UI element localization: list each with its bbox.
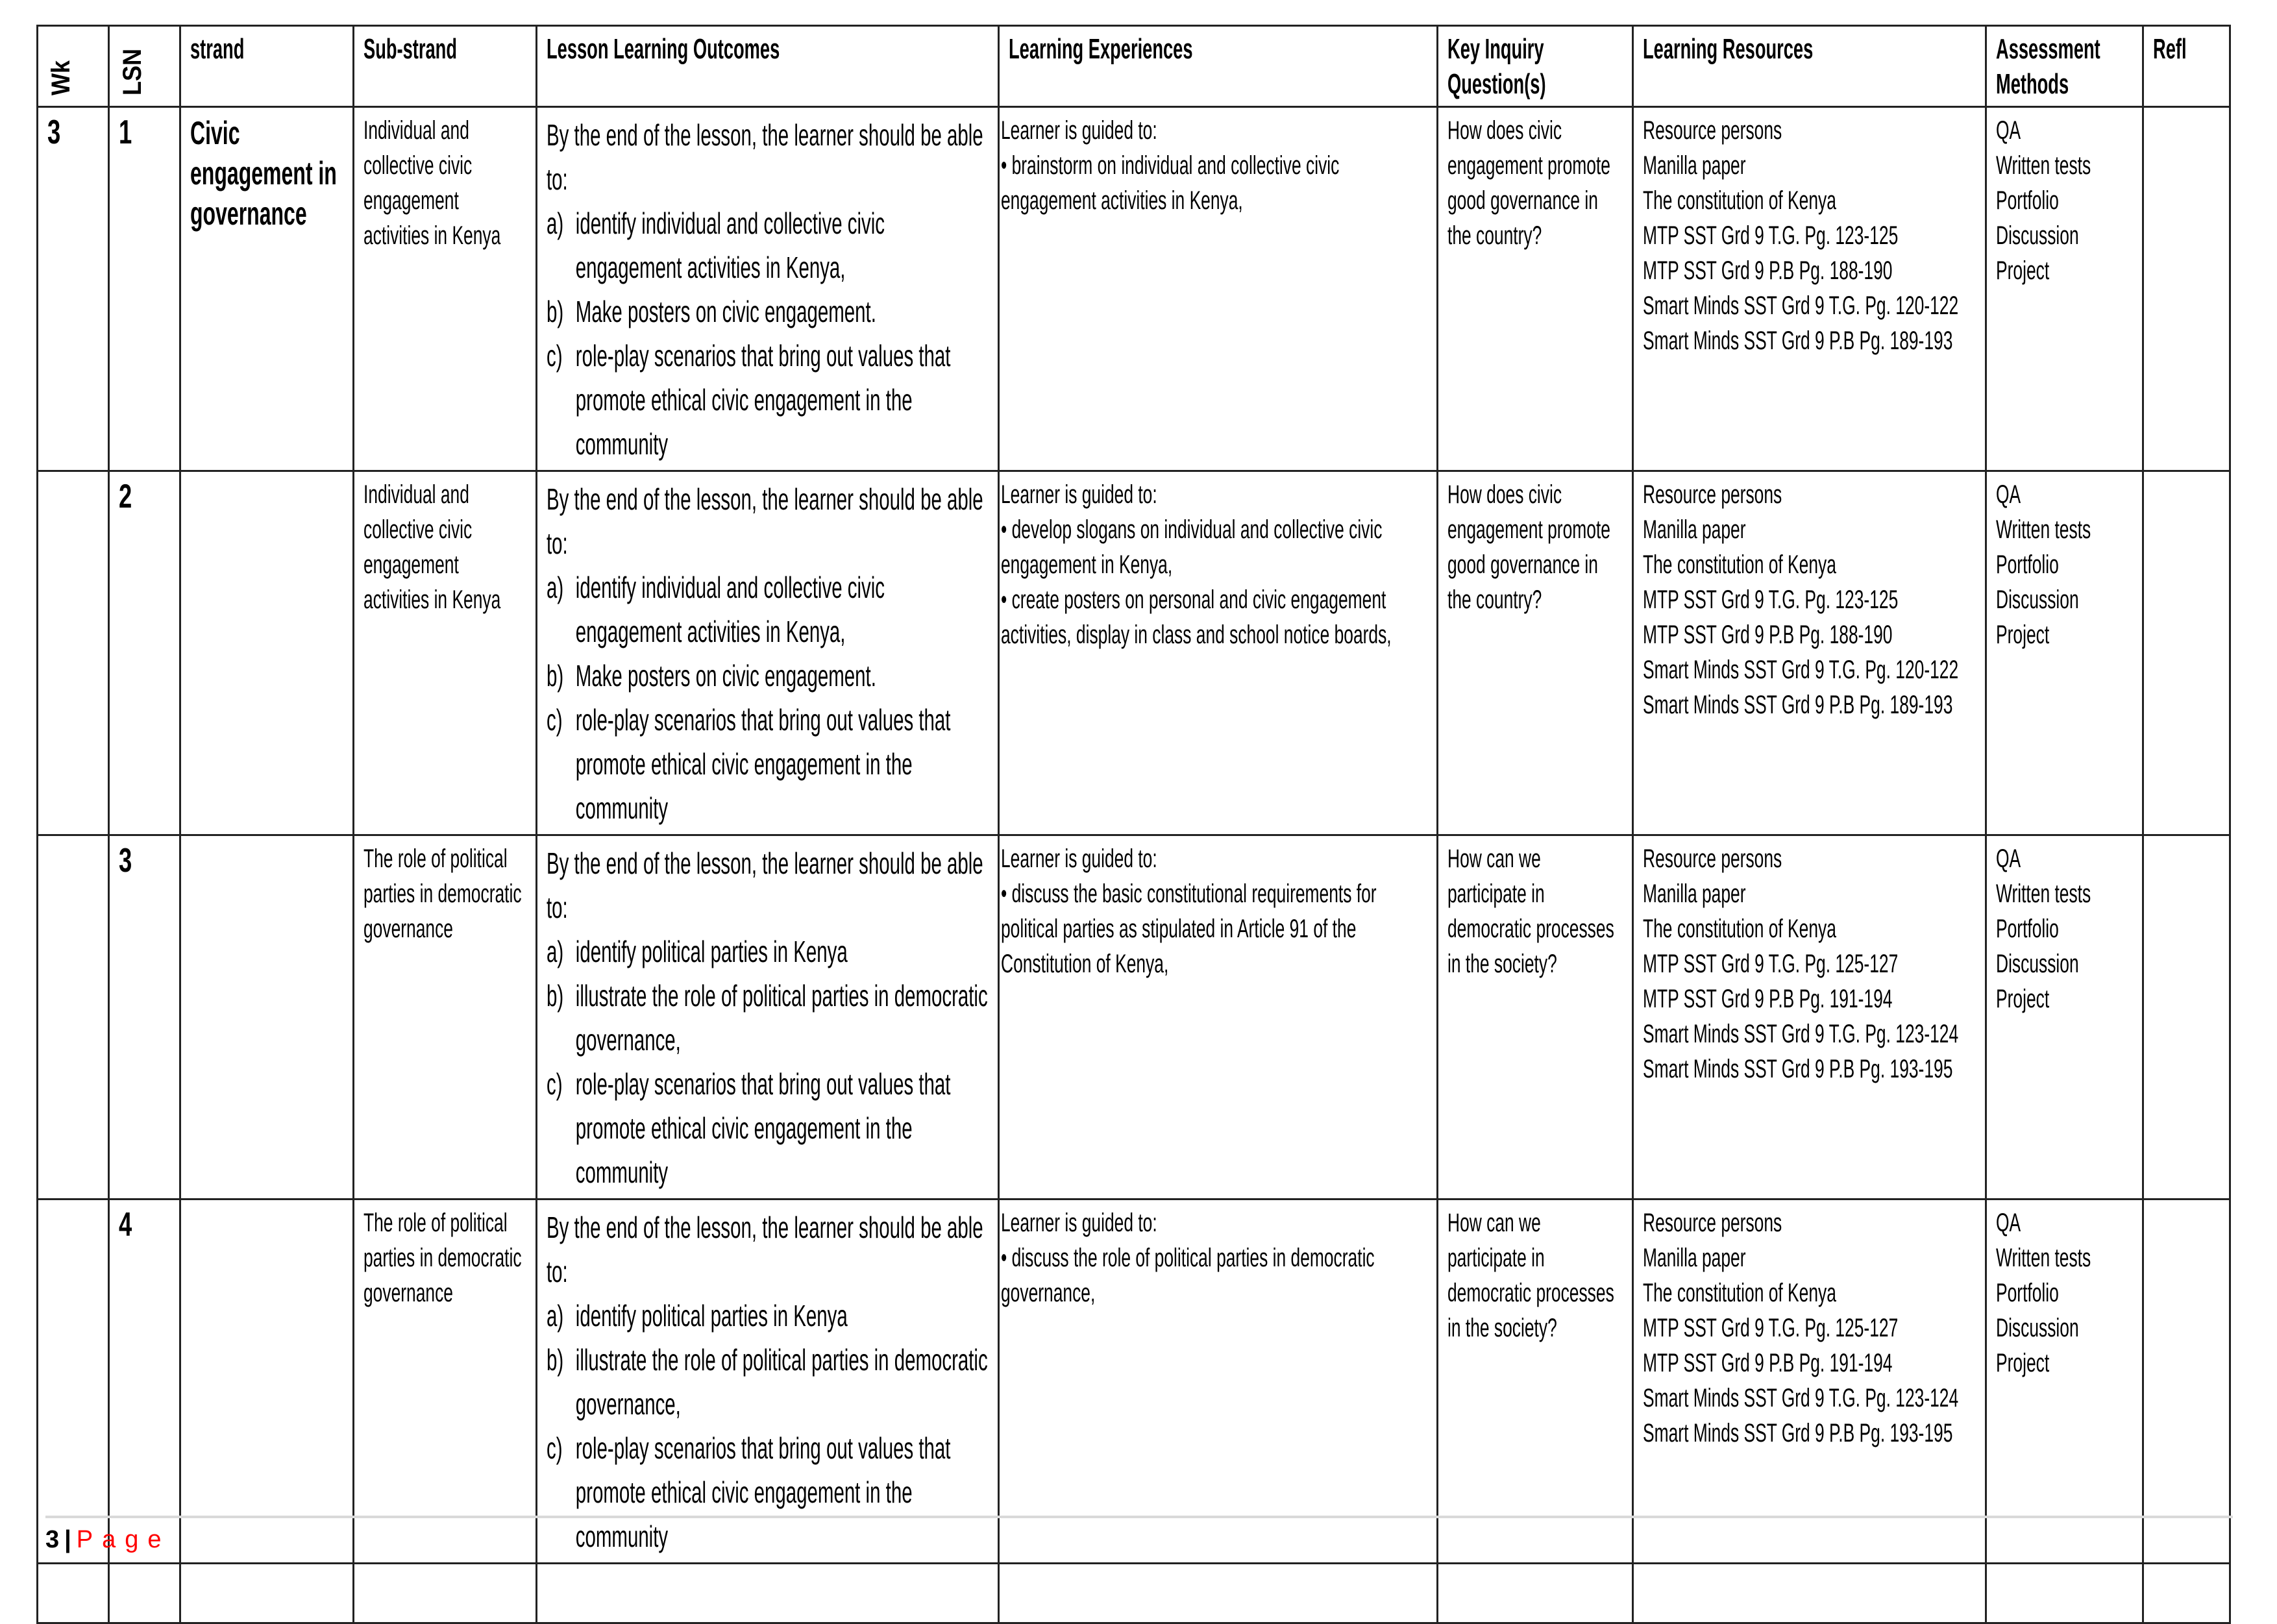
outcomes-block	[547, 477, 988, 830]
outcomes-intro: By the end of the lesson, the learner should be able to:	[547, 482, 983, 560]
experiences-list	[1001, 148, 1429, 218]
lesson-number: 1	[119, 114, 132, 151]
experiences-list	[1001, 876, 1429, 981]
assessment-item: QA	[1996, 844, 2021, 873]
experiences-list	[1001, 512, 1429, 652]
assessment-item: QA	[1996, 116, 2021, 145]
table-row	[38, 471, 2230, 835]
outcomes-intro: By the end of the lesson, the learner should be able to:	[547, 1211, 983, 1288]
assessment-item: Project	[1996, 256, 2050, 285]
header-resources	[1633, 26, 1986, 107]
header-kiq	[1438, 26, 1633, 107]
cell-experiences	[999, 107, 1438, 471]
table-row	[38, 1200, 2230, 1564]
cell-resources	[1633, 471, 1986, 835]
outcome-text: illustrate the role of political parties in democratic governance,	[575, 1343, 988, 1421]
cell-refl	[2143, 107, 2230, 471]
assessment-item: Written tests	[1996, 880, 2091, 908]
assessment-item: Discussion	[1996, 585, 2079, 614]
header-lsn	[109, 26, 180, 107]
page-number-label	[45, 1526, 2239, 1554]
strand-text: Civic engagement in governance	[190, 115, 337, 232]
table-row	[38, 835, 2230, 1200]
empty-cell	[999, 1564, 1438, 1623]
assessment-item: Discussion	[1996, 950, 2079, 978]
assessment-item: Project	[1996, 621, 2050, 649]
experiences-intro: Learner is guided to:	[1001, 844, 1157, 873]
outcome-item	[547, 565, 988, 654]
cell-resources	[1633, 835, 1986, 1200]
resources-item: Resource persons	[1643, 480, 1782, 509]
resources-item: The constitution of Kenya	[1643, 915, 1836, 943]
outcome-label: b)	[547, 979, 564, 1013]
outcome-label: a)	[547, 935, 564, 968]
empty-cell	[1633, 1564, 1986, 1623]
experiences-item: • discuss the role of political parties in democratic governance,	[1001, 1244, 1375, 1307]
resources-item: Smart Minds SST Grd 9 P.B Pg. 193-195	[1643, 1055, 1953, 1083]
outcome-label: c)	[547, 339, 563, 373]
outcomes-intro: By the end of the lesson, the learner should be able to:	[547, 846, 983, 924]
cell-wk	[38, 107, 109, 471]
experiences-block	[1001, 113, 1429, 218]
resources-item: MTP SST Grd 9 P.B Pg. 191-194	[1643, 985, 1893, 1013]
assessment-list	[1996, 1205, 2134, 1381]
header-outcomes	[537, 26, 999, 107]
page-footer	[45, 1516, 2239, 1554]
lesson-number: 2	[119, 478, 132, 515]
outcome-item	[547, 1338, 988, 1426]
experiences-item: • create posters on personal and civic engagement activities, display in class and school notice boards,	[1001, 585, 1392, 649]
outcome-item	[547, 334, 988, 466]
outcome-text: role-play scenarios that bring out values that promote ethical civic engagement in the community	[575, 703, 951, 825]
resources-item: Manilla paper	[1643, 151, 1746, 180]
outcome-text: role-play scenarios that bring out values that promote ethical civic engagement in the community	[575, 339, 951, 461]
header-assessment-label: Assessment Methods	[1996, 33, 2100, 100]
header-strand-label: strand	[190, 33, 245, 65]
page-word: Page	[76, 1526, 171, 1553]
header-wk-label: Wk	[47, 60, 75, 95]
resources-item: Smart Minds SST Grd 9 P.B Pg. 189-193	[1643, 691, 1953, 719]
experiences-block	[1001, 1205, 1429, 1310]
cell-assessment	[1986, 471, 2143, 835]
outcomes-intro: By the end of the lesson, the learner should be able to:	[547, 118, 983, 196]
outcome-item	[547, 1062, 988, 1194]
week-number: 3	[47, 114, 61, 151]
cell-sub-strand	[354, 107, 537, 471]
cell-kiq	[1438, 1200, 1633, 1564]
page-number: 3	[45, 1526, 60, 1553]
experiences-item: • discuss the basic constitutional requirements for political parties as stipulated in Article 91 of the Constitution of Kenya,	[1001, 880, 1377, 978]
cell-refl	[2143, 471, 2230, 835]
experiences-item: • brainstorm on individual and collective civic engagement activities in Kenya,	[1001, 151, 1340, 215]
outcome-item	[547, 201, 988, 289]
outcome-label: c)	[547, 703, 563, 737]
resources-item: Smart Minds SST Grd 9 T.G. Pg. 123-124	[1643, 1020, 1959, 1048]
resources-item: Resource persons	[1643, 116, 1782, 145]
outcome-text: role-play scenarios that bring out values that promote ethical civic engagement in the community	[575, 1067, 951, 1189]
sub-strand-text: Individual and collective civic engagement activities in Kenya	[363, 480, 501, 614]
assessment-item: Project	[1996, 1349, 2050, 1377]
cell-assessment	[1986, 1200, 2143, 1564]
empty-cell	[1986, 1564, 2143, 1623]
resources-item: Smart Minds SST Grd 9 T.G. Pg. 123-124	[1643, 1384, 1959, 1412]
assessment-item: Discussion	[1996, 1314, 2079, 1342]
assessment-item: Portfolio	[1996, 915, 2059, 943]
outcome-item	[547, 974, 988, 1062]
outcome-text: illustrate the role of political parties in democratic governance,	[575, 979, 988, 1057]
header-strand	[180, 26, 354, 107]
assessment-item: Written tests	[1996, 151, 2091, 180]
key-inquiry-question: How can we participate in democratic processes in the society?	[1447, 1209, 1614, 1342]
assessment-item: QA	[1996, 1209, 2021, 1237]
header-row	[38, 26, 2230, 107]
resources-item: The constitution of Kenya	[1643, 186, 1836, 215]
outcome-label: c)	[547, 1067, 563, 1101]
cell-kiq	[1438, 835, 1633, 1200]
scheme-of-work-table	[36, 25, 2231, 1624]
cell-lsn	[109, 835, 180, 1200]
cell-kiq	[1438, 471, 1633, 835]
cell-lsn	[109, 1200, 180, 1564]
empty-cell	[1438, 1564, 1633, 1623]
header-assessment	[1986, 26, 2143, 107]
resources-item: Manilla paper	[1643, 880, 1746, 908]
empty-cell	[109, 1564, 180, 1623]
table-row	[38, 107, 2230, 471]
cell-sub-strand	[354, 835, 537, 1200]
outcome-text: role-play scenarios that bring out values that promote ethical civic engagement in the community	[575, 1431, 951, 1553]
header-outcomes-label: Lesson Learning Outcomes	[547, 33, 780, 65]
outcome-item	[547, 698, 988, 830]
scheme-of-work-page	[36, 25, 2229, 1624]
resources-item: MTP SST Grd 9 P.B Pg. 188-190	[1643, 621, 1893, 649]
outcome-label: a)	[547, 1299, 564, 1333]
outcome-label: b)	[547, 659, 564, 693]
resources-item: Manilla paper	[1643, 515, 1746, 544]
key-inquiry-question: How does civic engagement promote good governance in the country?	[1447, 116, 1610, 250]
cell-experiences	[999, 1200, 1438, 1564]
cell-experiences	[999, 471, 1438, 835]
resources-item: Smart Minds SST Grd 9 T.G. Pg. 120-122	[1643, 656, 1959, 684]
key-inquiry-question: How can we participate in democratic processes in the society?	[1447, 844, 1614, 978]
cell-kiq	[1438, 107, 1633, 471]
outcomes-block	[547, 113, 988, 466]
outcome-text: identify individual and collective civic engagement activities in Kenya,	[575, 571, 885, 648]
cell-refl	[2143, 1200, 2230, 1564]
resources-item: MTP SST Grd 9 T.G. Pg. 125-127	[1643, 1314, 1899, 1342]
outcome-text: identify political parties in Kenya	[575, 1299, 848, 1333]
key-inquiry-question: How does civic engagement promote good governance in the country?	[1447, 480, 1610, 614]
outcomes-block	[547, 1205, 988, 1558]
header-resources-label: Learning Resources	[1643, 33, 1814, 65]
resources-item: Resource persons	[1643, 1209, 1782, 1237]
cell-sub-strand	[354, 471, 537, 835]
outcome-label: b)	[547, 295, 564, 328]
cell-strand	[180, 107, 354, 471]
header-experiences	[999, 26, 1438, 107]
outcome-item	[547, 929, 988, 974]
sub-strand-text: Individual and collective civic engagement activities in Kenya	[363, 116, 501, 250]
resources-item: The constitution of Kenya	[1643, 1279, 1836, 1307]
outcomes-list	[547, 565, 988, 830]
outcomes-list	[547, 929, 988, 1194]
resources-list	[1643, 841, 1977, 1087]
empty-cell	[180, 1564, 354, 1623]
cell-resources	[1633, 1200, 1986, 1564]
resources-list	[1643, 477, 1977, 722]
resources-item: MTP SST Grd 9 T.G. Pg. 123-125	[1643, 585, 1899, 614]
cell-wk	[38, 471, 109, 835]
assessment-item: QA	[1996, 480, 2021, 509]
experiences-list	[1001, 1240, 1429, 1310]
assessment-item: Project	[1996, 985, 2050, 1013]
assessment-list	[1996, 841, 2134, 1016]
cell-lsn	[109, 471, 180, 835]
cell-strand	[180, 1200, 354, 1564]
header-lsn-label: LSN	[118, 49, 147, 95]
cell-lsn	[109, 107, 180, 471]
cell-wk	[38, 1200, 109, 1564]
resources-item: Manilla paper	[1643, 1244, 1746, 1272]
header-wk	[38, 26, 109, 107]
header-sub-strand-label: Sub-strand	[363, 33, 457, 65]
footer-divider	[45, 1516, 2233, 1518]
resources-item: Resource persons	[1643, 844, 1782, 873]
outcomes-block	[547, 841, 988, 1194]
header-refl	[2143, 26, 2230, 107]
assessment-item: Written tests	[1996, 1244, 2091, 1272]
empty-cell	[537, 1564, 999, 1623]
resources-item: Smart Minds SST Grd 9 P.B Pg. 189-193	[1643, 326, 1953, 355]
experiences-intro: Learner is guided to:	[1001, 116, 1157, 145]
sub-strand-text: The role of political parties in democratic governance	[363, 1209, 522, 1307]
cell-strand	[180, 835, 354, 1200]
assessment-item: Written tests	[1996, 515, 2091, 544]
sub-strand-text: The role of political parties in democratic governance	[363, 844, 522, 943]
header-kiq-label: Key Inquiry Question(s)	[1447, 33, 1546, 100]
cell-resources	[1633, 107, 1986, 471]
assessment-list	[1996, 477, 2134, 652]
assessment-list	[1996, 113, 2134, 288]
cell-refl	[2143, 835, 2230, 1200]
lesson-number: 4	[119, 1206, 132, 1244]
outcome-text: identify individual and collective civic engagement activities in Kenya,	[575, 206, 885, 284]
outcome-item	[547, 654, 988, 698]
empty-cell	[38, 1564, 109, 1623]
outcome-label: b)	[547, 1343, 564, 1377]
assessment-item: Portfolio	[1996, 1279, 2059, 1307]
cell-assessment	[1986, 835, 2143, 1200]
resources-item: MTP SST Grd 9 T.G. Pg. 125-127	[1643, 950, 1899, 978]
header-sub-strand	[354, 26, 537, 107]
header-experiences-label: Learning Experiences	[1009, 33, 1193, 65]
assessment-item: Discussion	[1996, 221, 2079, 250]
outcome-label: a)	[547, 206, 564, 240]
resources-item: Smart Minds SST Grd 9 P.B Pg. 193-195	[1643, 1419, 1953, 1447]
cell-outcomes	[537, 107, 999, 471]
empty-cell	[354, 1564, 537, 1623]
resources-list	[1643, 113, 1977, 358]
resources-item: Smart Minds SST Grd 9 T.G. Pg. 120-122	[1643, 291, 1959, 320]
cell-strand	[180, 471, 354, 835]
experiences-intro: Learner is guided to:	[1001, 1209, 1157, 1237]
empty-table-row	[38, 1564, 2230, 1623]
cell-outcomes	[537, 1200, 999, 1564]
outcomes-list	[547, 201, 988, 466]
experiences-block	[1001, 841, 1429, 981]
outcome-item	[547, 289, 988, 334]
cell-wk	[38, 835, 109, 1200]
outcome-text: Make posters on civic engagement.	[575, 659, 876, 693]
empty-cell	[2143, 1564, 2230, 1623]
experiences-intro: Learner is guided to:	[1001, 480, 1157, 509]
outcome-text: identify political parties in Kenya	[575, 935, 848, 968]
resources-item: The constitution of Kenya	[1643, 550, 1836, 579]
cell-outcomes	[537, 835, 999, 1200]
experiences-block	[1001, 477, 1429, 652]
outcome-item	[547, 1294, 988, 1338]
resources-item: MTP SST Grd 9 P.B Pg. 188-190	[1643, 256, 1893, 285]
outcome-label: a)	[547, 571, 564, 604]
experiences-item: • develop slogans on individual and collective civic engagement in Kenya,	[1001, 515, 1383, 579]
lesson-number: 3	[119, 842, 132, 880]
resources-item: MTP SST Grd 9 T.G. Pg. 123-125	[1643, 221, 1899, 250]
resources-list	[1643, 1205, 1977, 1451]
cell-sub-strand	[354, 1200, 537, 1564]
outcome-text: Make posters on civic engagement.	[575, 295, 876, 328]
assessment-item: Portfolio	[1996, 550, 2059, 579]
header-refl-label: Refl	[2153, 33, 2187, 65]
cell-outcomes	[537, 471, 999, 835]
assessment-item: Portfolio	[1996, 186, 2059, 215]
cell-assessment	[1986, 107, 2143, 471]
cell-experiences	[999, 835, 1438, 1200]
page-separator: |	[64, 1526, 71, 1553]
resources-item: MTP SST Grd 9 P.B Pg. 191-194	[1643, 1349, 1893, 1377]
outcome-label: c)	[547, 1431, 563, 1465]
